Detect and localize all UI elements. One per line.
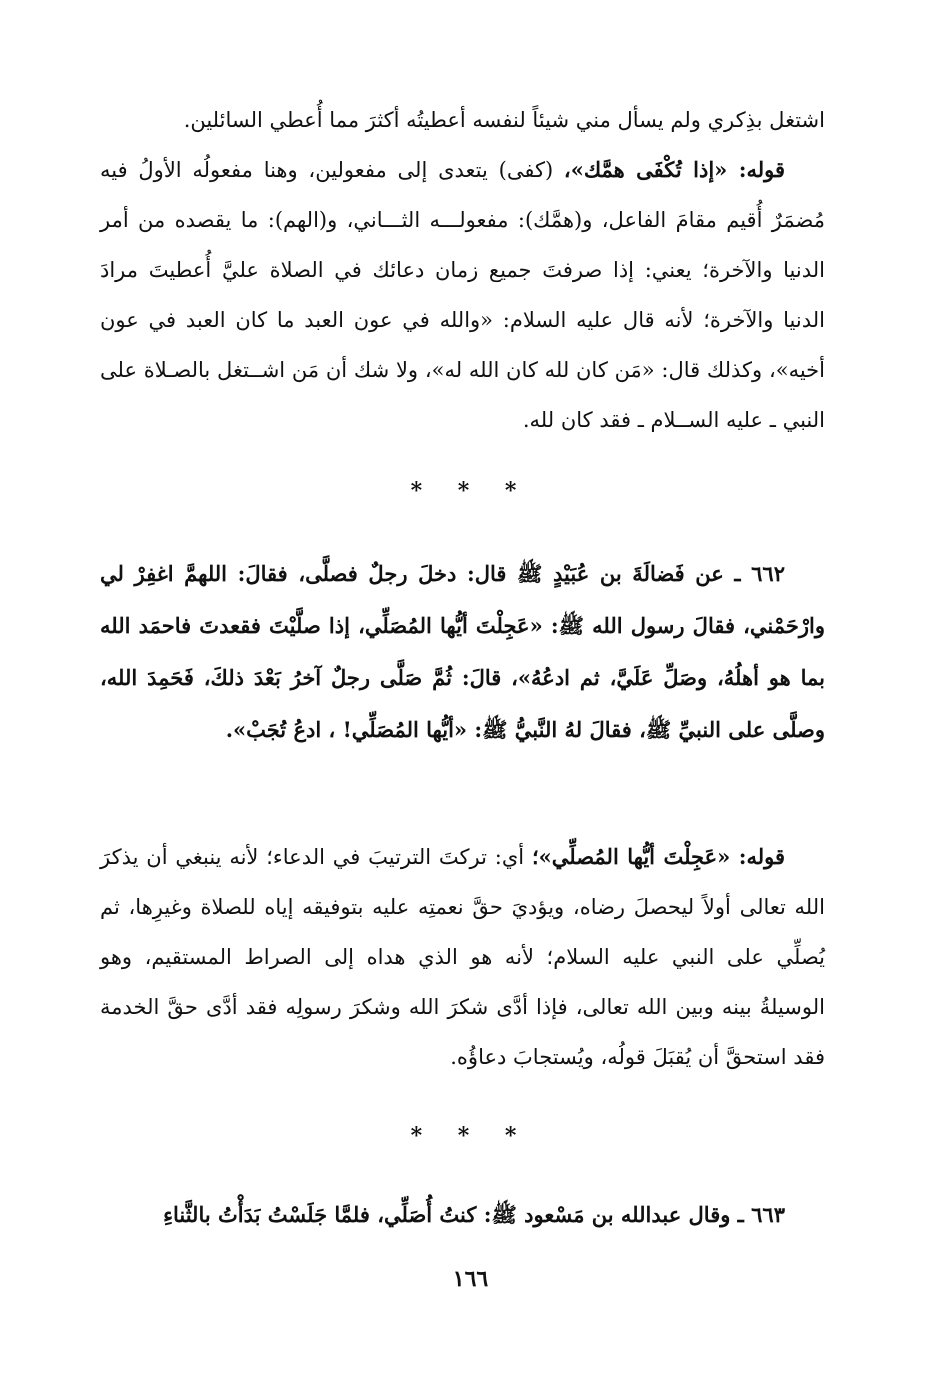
section-separator: * * *: [410, 1123, 531, 1149]
paragraph-commentary-kafa: [100, 145, 825, 445]
commentary-section-top: [100, 95, 825, 445]
quote-lead: قوله: «عَجِلْتَ أيُّها المُصلِّي»؛: [531, 844, 785, 869]
paragraph-continuation: اشتغل بذِكري ولم يسأل مني شيئاً لنفسه أعطيتُه أكثرَ مما أُعطي السائلين.: [183, 108, 825, 132]
quote-lead: قوله: «إذا تُكْفَى همَّك»،: [563, 157, 785, 182]
commentary-body: (كفى) يتعدى إلى مفعولين، وهنا مفعولُه الأولُ فيه مُضمَرٌ أُقيم مقامَ الفاعل، و(همَّك): مفعولـــه الثـــاني، و(الهم): ما يقصده من أمر الدنيا والآخرة؛ يعني: إذا صرفتَ جميع زمان دعائك في الصلاة عليَّ أُعطيتَ مرادَ الدنيا والآخرة؛ لأنه قال عليه السلام: «والله في عون العبد ما كان العبد في عون أخيه»، وكذلك قال: «مَن كان لله كان الله له»، ولا شك أن مَن اشــتغل بالصـلاة على النبي ـ عليه الســلام ـ فقد كان لله.: [100, 158, 825, 432]
hadith-662-text: ٦٦٢ ـ عن فَضالَةَ بن عُبَيْدٍ ﷺ قال: دخلَ رجلٌ فصلَّى، فقالَ: اللهمَّ اغفِرْ لي وارْحَمْني، فقالَ رسول الله ﷺ: «عَجِلْتَ أيُّها المُصَلِّي، إذا صلَّيْتَ فقعدتَ فاحمَد الله بما هو أهلُهُ، وصَلِّ عَلَيَّ، ثم ادعُهُ»، قالَ: ثُمَّ صَلَّى رجلٌ آخرُ بَعْدَ ذلكَ، فَحَمِدَ الله، وصلَّى على النبيِّ ﷺ، فقالَ لهُ النَّبيُّ ﷺ: «أيُّها المُصَلِّي! ، ادعُ تُجَبْ».: [100, 561, 825, 742]
section-separator: * * *: [410, 478, 531, 504]
hadith-662: [100, 548, 825, 756]
hadith-663: [100, 1190, 825, 1240]
commentary-662: [100, 832, 825, 1082]
hadith-663-text: ٦٦٣ ـ وقال عبدالله بن مَسْعود ﷺ: كنتُ أُصَلِّي، فلمَّا جَلَسْتُ بَدَأْتُ بالثَّناءِ: [163, 1202, 785, 1227]
commentary-body: أي: تركتَ الترتيبَ في الدعاء؛ لأنه ينبغي أن يذكرَ الله تعالى أولاً ليحصلَ رضاه، ويؤديَ حقَّ نعمتِه عليه بتوفيقه إياه للصلاة وغيرِها، ثم يُصلِّي على النبي عليه السلام؛ لأنه هو الذي هداه إلى الصراط المستقيم، وهو الوسيلةُ بينه وبين الله تعالى، فإذا أدَّى شكرَ الله وشكرَ رسولِه فقد أدَّى حقَّ الخدمة فقد استحقَّ أن يُقبَلَ قولُه، ويُستجابَ دعاؤُه.: [100, 845, 825, 1069]
page-number: ١٦٦: [452, 1266, 489, 1292]
commentary-662-paragraph: [100, 832, 825, 1082]
